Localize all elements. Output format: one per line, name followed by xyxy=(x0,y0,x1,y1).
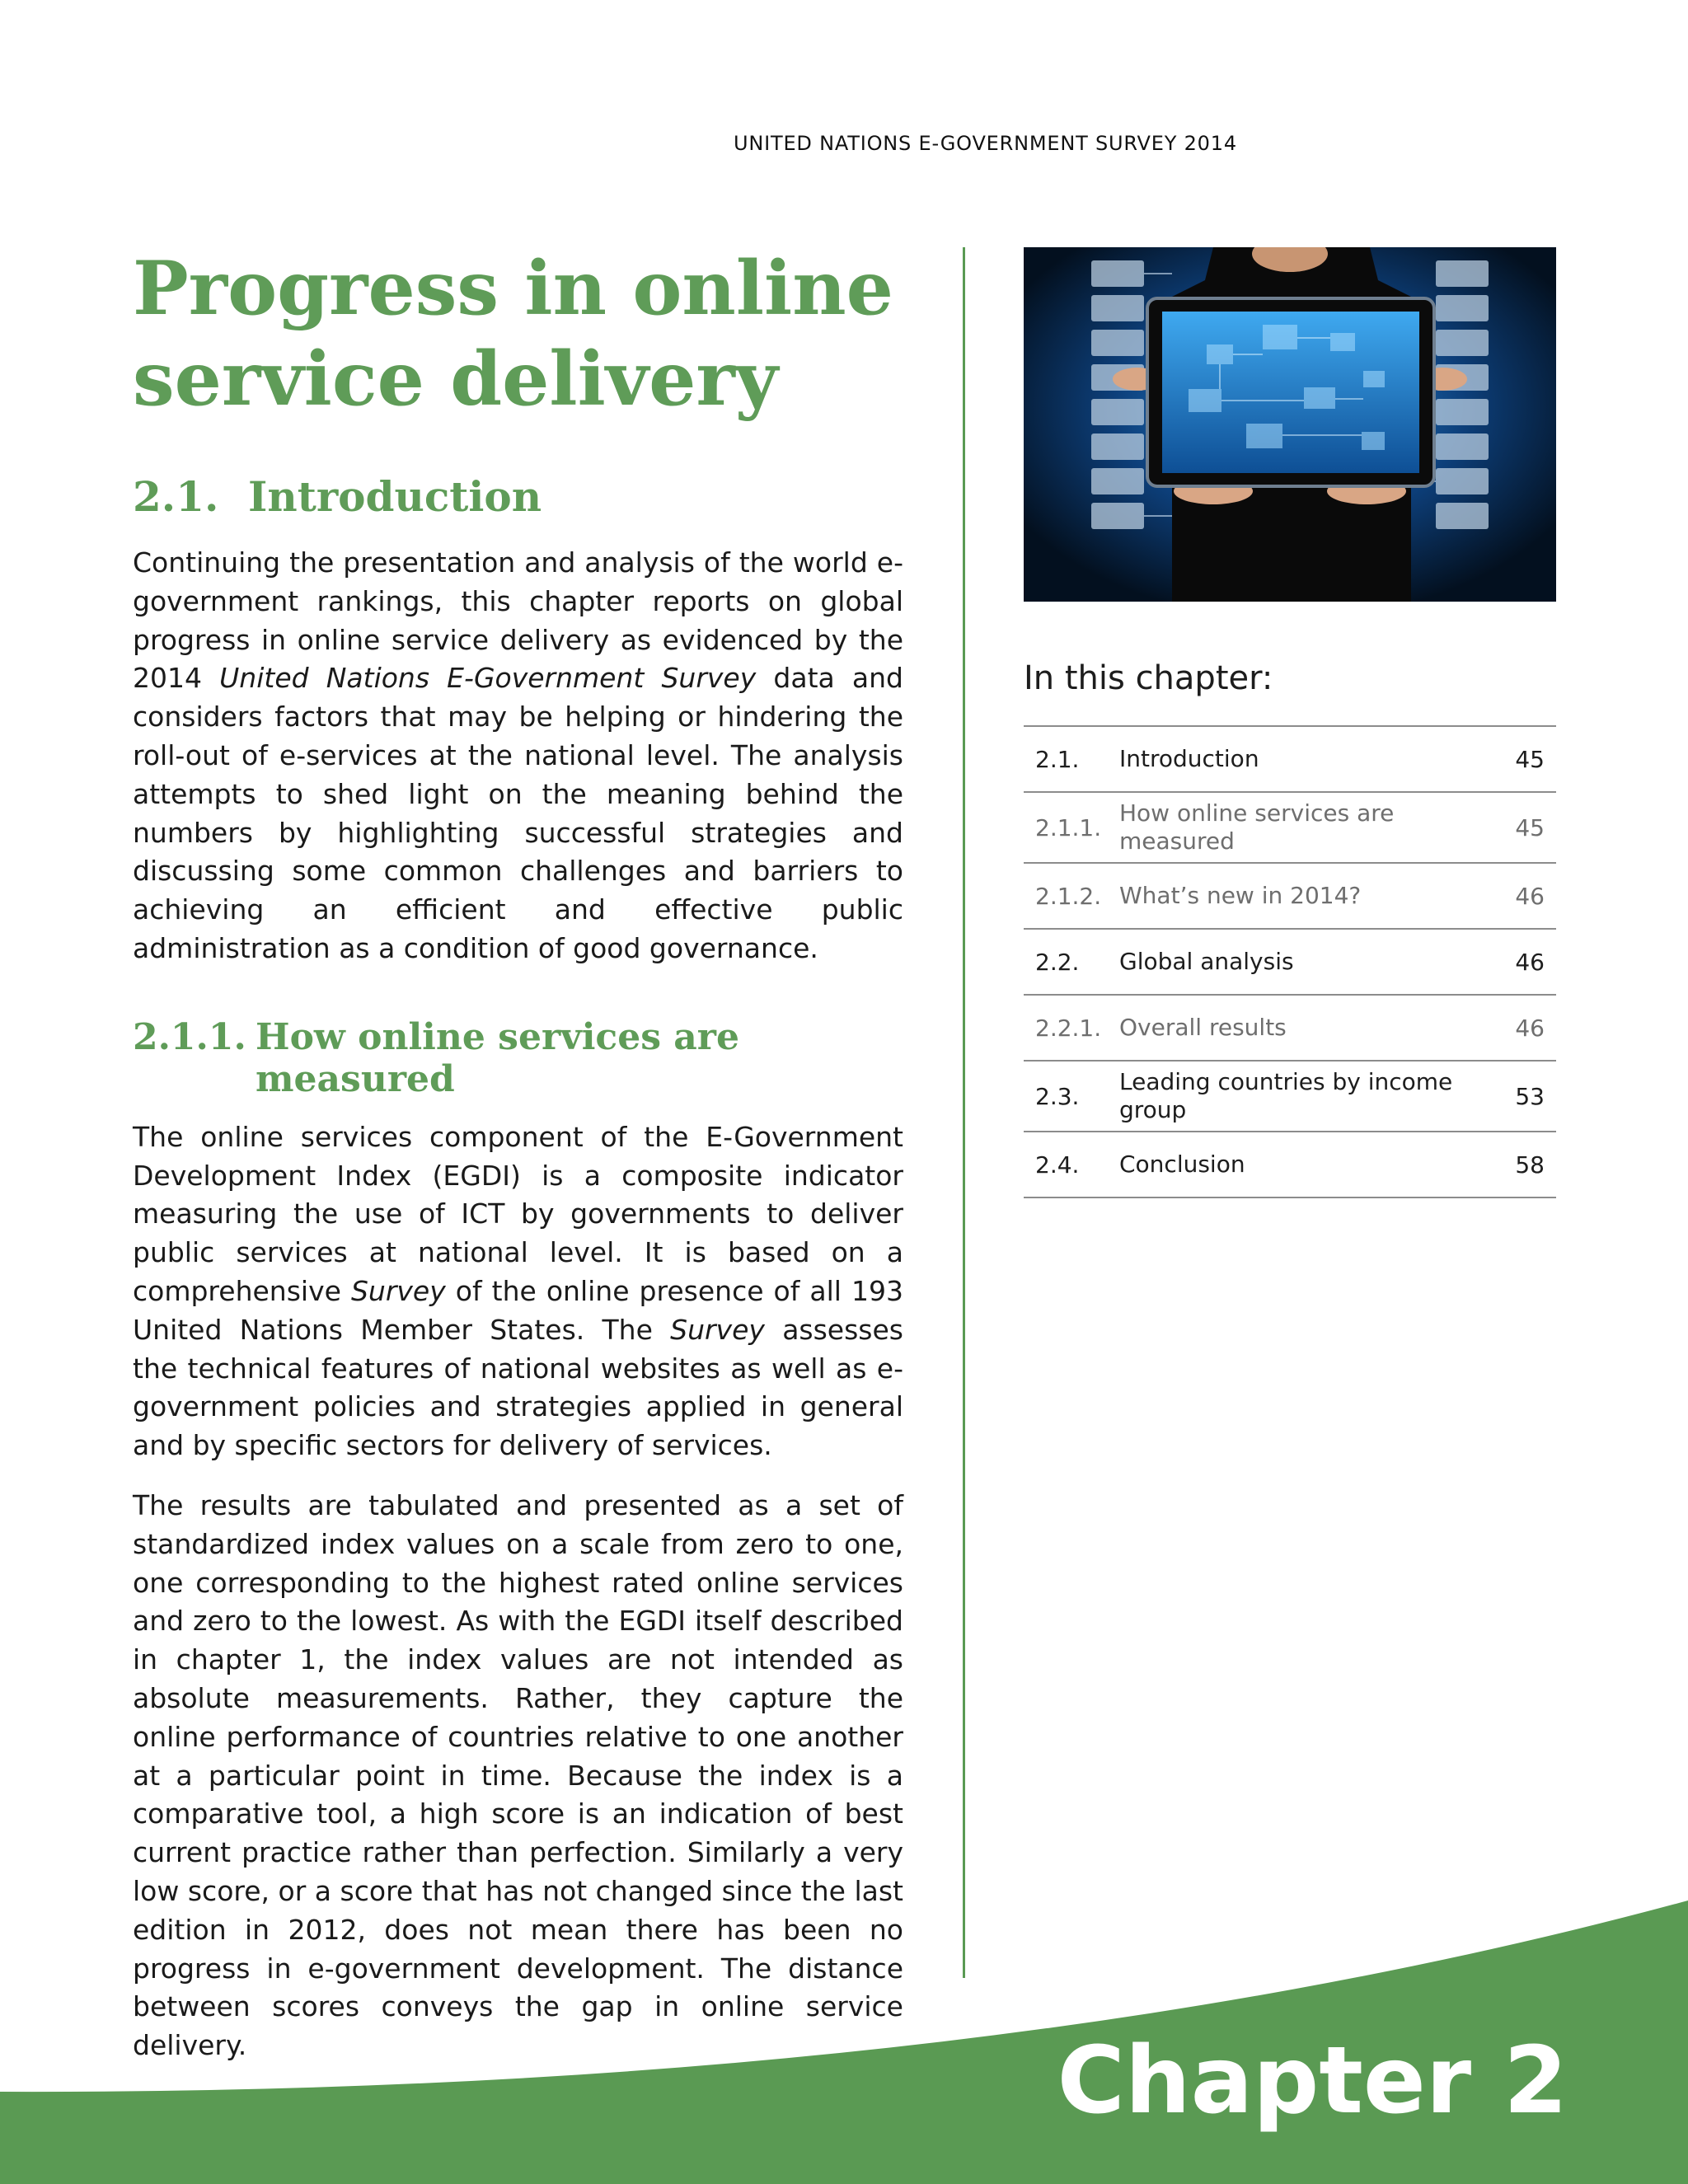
section-number: 2.1.1. xyxy=(133,1015,246,1058)
toc-item-number: 2.4. xyxy=(1035,1151,1080,1179)
toc-item-title: How online services are measured xyxy=(1119,799,1395,855)
toc-item-number: 2.2.1. xyxy=(1035,1014,1102,1042)
measured-paragraph-1 xyxy=(133,1118,903,1465)
section-title: Introduction xyxy=(248,472,542,521)
toc-item-title: Conclusion xyxy=(1119,1151,1245,1178)
toc-item-page: 53 xyxy=(1515,1082,1545,1110)
section-number: 2.1. xyxy=(133,472,219,521)
toc-item[interactable] xyxy=(1024,864,1556,930)
section-heading-measured xyxy=(133,1016,903,1100)
toc-item[interactable] xyxy=(1024,1062,1556,1132)
chapter-title-line-2: service delivery xyxy=(133,335,779,423)
section-title: How online services are measured xyxy=(256,1015,739,1100)
measured-text-c: assesses the technical features of national websites as well as e-government policies and strategies applied in general and by specific sectors for delivery of services. xyxy=(133,1313,903,1462)
measured-paragraph-2: The results are tabulated and presented as a set of standardized index values on a scale from zero to one, one corresponding to the highest rated online services and zero to the lowest. As with the EGDI itself described in chapter 1, the index values are not intended as absolute measurements. Rather, they capture the online performance of countries relative to one another at a particular point in time. Because the index is a comparative tool, a high score is an indication of best current practice rather than perfection. Similarly a very low score, or a score that has not changed since the last edition in 2012, does not mean there has been no progress in e-government development. The distance between scores conveys the gap in online service delivery. xyxy=(133,1488,903,2062)
toc-item-title: Global analysis xyxy=(1119,948,1294,975)
toc-item[interactable] xyxy=(1024,996,1556,1062)
intro-text-a: Continuing the presentation and analysis of the world e-government rankings, this chapter reports on global progress in online service delivery as evidenced by the 2014 xyxy=(133,546,903,695)
toc-item[interactable] xyxy=(1024,727,1556,793)
intro-text-b: data and considers factors that may be helping or hindering the roll-out of e-services at the national level. The analysis attempts to shed light on the meaning behind the numbers by highlighting successful strategies and discussing some common challenges and barriers to achieving an efficient and effective public administration as a condition of good governance. xyxy=(133,662,903,964)
toc-item-number: 2.1.1. xyxy=(1035,813,1102,841)
toc-heading: In this chapter: xyxy=(1024,659,1273,697)
toc-item-page: 58 xyxy=(1515,1151,1545,1179)
running-header: UNITED NATIONS E-GOVERNMENT SURVEY 2014 xyxy=(734,132,1237,155)
toc-item-title: Introduction xyxy=(1119,745,1259,772)
toc-item-page: 46 xyxy=(1515,1014,1545,1042)
main-column xyxy=(133,243,903,2065)
toc-item-title: What’s new in 2014? xyxy=(1119,882,1362,909)
toc-item[interactable] xyxy=(1024,793,1556,864)
chapter-title-line-1: Progress in online xyxy=(133,245,893,332)
toc-item-page: 46 xyxy=(1515,948,1545,976)
intro-text-italic: United Nations E-Government Survey xyxy=(219,662,757,695)
toc-item-number: 2.2. xyxy=(1035,948,1080,976)
toc-item-title: Overall results xyxy=(1119,1014,1287,1041)
section-heading-introduction xyxy=(133,472,903,521)
toc-list xyxy=(1024,725,1556,1198)
measured-text-b: of the online presence of all 193 United Nations Member States. The xyxy=(133,1274,904,1346)
tablet-illustration xyxy=(1024,247,1556,602)
chapter-contents xyxy=(1024,659,1556,1198)
toc-item[interactable] xyxy=(1024,1132,1556,1198)
toc-item-number: 2.3. xyxy=(1035,1082,1080,1110)
toc-item-number: 2.1.2. xyxy=(1035,882,1102,910)
chapter-title xyxy=(133,243,903,424)
toc-item-number: 2.1. xyxy=(1035,745,1080,773)
toc-item-page: 45 xyxy=(1515,813,1545,841)
toc-item[interactable] xyxy=(1024,930,1556,996)
chapter-number-label: Chapter 2 xyxy=(1057,2027,1568,2135)
measured-text-italic-a: Survey xyxy=(350,1274,446,1307)
toc-item-title: Leading countries by income group xyxy=(1119,1068,1453,1123)
intro-paragraph xyxy=(133,544,903,968)
toc-item-page: 46 xyxy=(1515,882,1545,910)
column-divider xyxy=(963,247,965,1978)
chapter-photo-tablet xyxy=(1024,247,1556,602)
toc-item-page: 45 xyxy=(1515,745,1545,773)
measured-text-a: The online services component of the E-Government Development Index (EGDI) is a composite indicator measuring the use of ICT by governments to deliver public services at national level. It is based on a comprehensive xyxy=(133,1120,903,1307)
measured-text-italic-b: Survey xyxy=(670,1313,765,1346)
